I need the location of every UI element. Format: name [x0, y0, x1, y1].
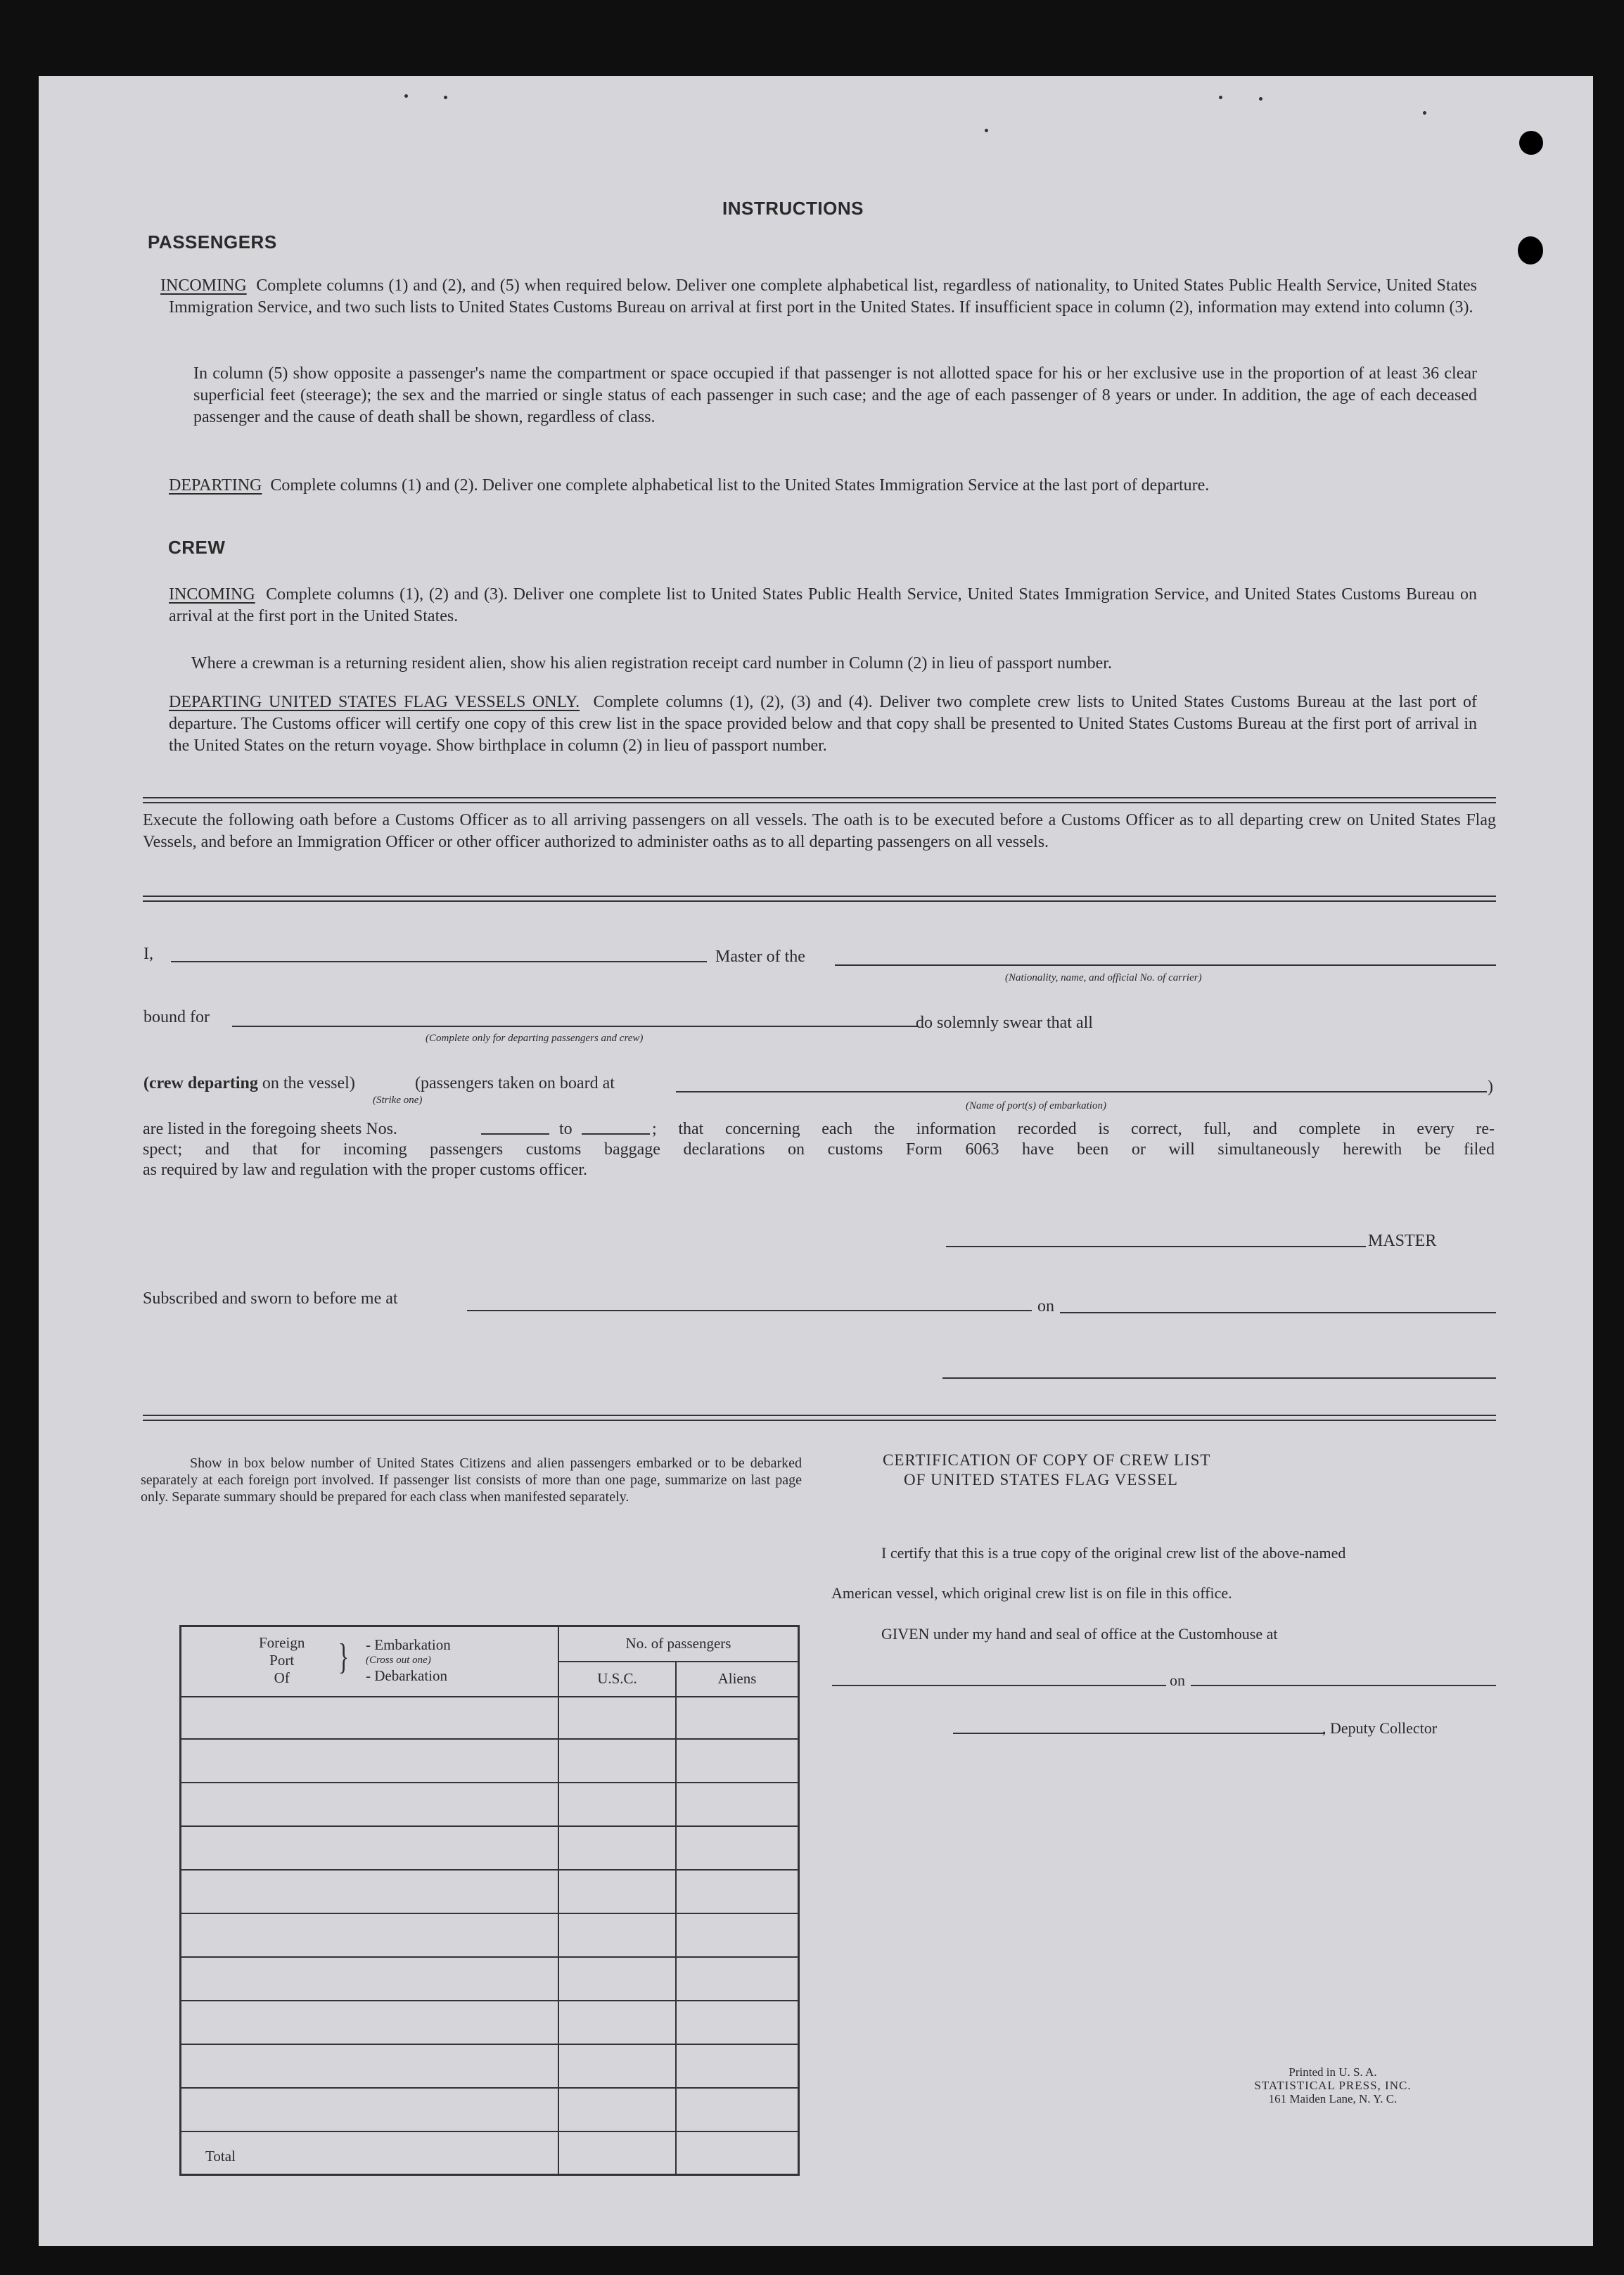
port-cell[interactable] — [181, 2088, 559, 2131]
usc-cell[interactable] — [558, 1783, 676, 1826]
usc-header: U.S.C. — [558, 1662, 676, 1697]
speck — [1219, 96, 1222, 99]
close-paren: ) — [1488, 1078, 1493, 1096]
speck — [404, 94, 408, 98]
no-passengers-header: No. of passengers — [558, 1626, 799, 1662]
port-cell[interactable] — [181, 2044, 559, 2088]
officer-signature-field[interactable] — [942, 1377, 1496, 1379]
table-row — [181, 1783, 799, 1826]
aliens-header: Aliens — [676, 1662, 799, 1697]
certification-title-1: CERTIFICATION OF COPY OF CREW LIST — [883, 1451, 1211, 1469]
table-row — [181, 2088, 799, 2131]
carrier-caption: (Nationality, name, and official No. of carrier) — [1005, 972, 1202, 983]
subscribed-label: Subscribed and sworn to before me at — [143, 1289, 398, 1308]
usc-cell[interactable] — [558, 1739, 676, 1783]
passenger-summary-table — [179, 1625, 800, 2176]
strike-caption: (Strike one) — [373, 1095, 423, 1106]
punch-hole — [1518, 236, 1543, 265]
form-page — [39, 76, 1593, 2246]
port-header — [181, 1626, 559, 1697]
total-label: Total — [181, 2131, 559, 2175]
speck — [1423, 111, 1426, 115]
sworn-date-field[interactable] — [1060, 1312, 1496, 1313]
master-signature-field[interactable] — [946, 1246, 1366, 1247]
usc-cell[interactable] — [558, 1826, 676, 1870]
crew-resident-paragraph — [191, 653, 1478, 675]
of-label: Of — [274, 1669, 290, 1686]
oath-intro: Execute the following oath before a Customs Officer as to all arriving passengers on all vessels. The oath is to be executed before a Customs Officer as to all departing crew on United States Flag Vessels, and before an Immigration Officer or other officer authorized to administer oaths as to all departing passengers on all vessels. — [143, 811, 1496, 851]
port-caption: (Name of port(s) of embarkation) — [966, 1100, 1106, 1111]
crew-incoming-text: Complete columns (1), (2) and (3). Deliver one complete list to United States Public Health Service, United States Immigration Service, and United States Customs Bureau on arrival at the first port in the United States. — [169, 585, 1478, 625]
page-title: INSTRUCTIONS — [722, 198, 864, 219]
crew-departing-paragraph — [169, 692, 1477, 757]
embarkation-option[interactable]: - Embarkation — [366, 1636, 451, 1653]
passengers-departing-text: Complete columns (1) and (2). Deliver one complete alphabetical list to the United States Immigration Service at the last port of departure. — [270, 476, 1210, 495]
crew-departing-option[interactable] — [143, 1072, 355, 1095]
port-cell[interactable] — [181, 1739, 559, 1783]
crew-heading: CREW — [168, 537, 226, 558]
port-cell[interactable] — [181, 2001, 559, 2044]
port-cell[interactable] — [181, 1870, 559, 1913]
speck — [1259, 97, 1262, 101]
master-of-label: Master of the — [715, 948, 805, 966]
table-row — [181, 2001, 799, 2044]
certify-line1: I certify that this is a true copy of the original crew list of the above-named — [881, 1544, 1346, 1562]
port-cell[interactable] — [181, 1826, 559, 1870]
deputy-signature-field[interactable] — [953, 1733, 1324, 1734]
sworn-place-field[interactable] — [467, 1310, 1032, 1311]
swear-label: do solemnly swear that all — [916, 1014, 1093, 1032]
passengers-column5-paragraph — [193, 363, 1477, 428]
divider — [143, 1415, 1496, 1421]
sheet-from-field[interactable] — [481, 1133, 549, 1135]
certification-title-2: OF UNITED STATES FLAG VESSEL — [904, 1471, 1178, 1489]
passengers-taken-label[interactable]: (passengers taken on board at — [415, 1074, 615, 1092]
cross-out-caption: (Cross out one) — [366, 1655, 431, 1666]
crew-incoming-label: INCOMING — [169, 585, 255, 604]
aliens-cell[interactable] — [676, 1826, 799, 1870]
port-cell[interactable] — [181, 1783, 559, 1826]
printer-line3: 161 Maiden Lane, N. Y. C. — [1268, 2092, 1398, 2105]
passengers-incoming-paragraph — [160, 275, 1478, 319]
table-row — [181, 1826, 799, 1870]
table-row — [181, 1870, 799, 1913]
bound-for-caption: (Complete only for departing passengers and crew) — [426, 1033, 644, 1044]
divider — [143, 797, 1496, 803]
punch-hole — [1519, 131, 1543, 155]
divider — [143, 896, 1496, 902]
sworn-on-label: on — [1037, 1297, 1054, 1315]
usc-cell[interactable] — [558, 1870, 676, 1913]
cert-date-field[interactable] — [1191, 1685, 1496, 1686]
aliens-cell[interactable] — [676, 1913, 799, 1957]
passengers-incoming-text: Complete columns (1) and (2), and (5) when required below. Deliver one complete alphabetical list, regardless of nationality, to United States Public Health Service, United States Immigration Service, and two such lists to United States Customs Bureau on arrival at first port in the United States. If insufficient space in column (2), information may extend into column (3). — [169, 276, 1478, 317]
crew-incoming-paragraph — [169, 584, 1477, 627]
usc-total-cell[interactable] — [558, 2131, 676, 2175]
sheet-to-field[interactable] — [582, 1133, 650, 1135]
certify-line2: American vessel, which original crew list is on file in this office. — [831, 1584, 1232, 1602]
listed-rest: ; that concerning each the information recorded is correct, full, and complete in every re- — [652, 1120, 1495, 1138]
passengers-incoming-label: INCOMING — [160, 276, 247, 295]
printer-line2: STATISTICAL PRESS, INC. — [1254, 2079, 1412, 2092]
crew-resident-text: Where a crewman is a returning resident alien, show his alien registration receipt card number in Column (2) in lieu of passport number. — [191, 654, 1112, 673]
printer-line1: Printed in U. S. A. — [1289, 2065, 1377, 2079]
passengers-departing-label: DEPARTING — [169, 476, 262, 495]
printer-imprint — [1234, 2065, 1431, 2105]
listed-prefix: are listed in the foregoing sheets Nos. — [143, 1120, 397, 1138]
oath-i-label: I, — [143, 945, 153, 963]
customhouse-field[interactable] — [832, 1685, 1166, 1686]
passengers-column5-text: In column (5) show opposite a passenger's name the compartment or space occupied if that passenger is not allotted space for his or her exclusive use in the proportion of at least 36 clear superficial feet (steerage); the sex and the married or single status of each passenger in such case; and the age of each passenger of 8 years or under. In addition, the age of each deceased passenger and the cause of death shall be shown, regardless of class. — [193, 364, 1477, 426]
speck — [985, 129, 988, 132]
master-name-field[interactable] — [171, 961, 707, 962]
passengers-departing-paragraph — [169, 475, 1477, 497]
carrier-field[interactable] — [835, 964, 1496, 966]
aliens-total-cell[interactable] — [676, 2131, 799, 2175]
table-row — [181, 1957, 799, 2001]
aliens-cell[interactable] — [676, 2088, 799, 2131]
given-label: GIVEN under my hand and seal of office at the Customhouse at — [881, 1625, 1278, 1643]
port-label: Port — [269, 1652, 295, 1669]
bound-for-label: bound for — [143, 1008, 210, 1026]
crew-departing-label: DEPARTING UNITED STATES FLAG VESSELS ONLY. — [169, 693, 580, 711]
usc-cell[interactable] — [558, 2088, 676, 2131]
aliens-cell[interactable] — [676, 1870, 799, 1913]
passengers-heading: PASSENGERS — [148, 231, 277, 253]
usc-cell[interactable] — [558, 2001, 676, 2044]
aliens-cell[interactable] — [676, 2001, 799, 2044]
table-row — [181, 1697, 799, 1739]
deputy-collector-label: , Deputy Collector — [1322, 1719, 1438, 1737]
aliens-cell[interactable] — [676, 1957, 799, 2001]
aliens-cell[interactable] — [676, 2044, 799, 2088]
usc-cell[interactable] — [558, 2044, 676, 2088]
table-row — [181, 1739, 799, 1783]
table-row — [181, 1913, 799, 1957]
listed-line3: as required by law and regulation with the proper customs officer. — [143, 1161, 588, 1179]
brace-icon: } — [338, 1637, 349, 1677]
crew-departing-text: Complete columns (1), (2), (3) and (4). Deliver two complete crew lists to United States Customs Bureau at the last port of departure. The Customs officer will certify one copy of this crew list in the space provided below and that copy shall be presented to United States Customs Bureau at the first port of arrival in the United States on the return voyage. Show birthplace in column (2) in lieu of passport number. — [169, 693, 1478, 755]
crew-departing-bold: (crew departing — [143, 1074, 258, 1092]
aliens-cell[interactable] — [676, 1739, 799, 1783]
port-cell[interactable] — [181, 1697, 559, 1739]
speck — [444, 96, 447, 99]
listed-line2: spect; and that for incoming passengers customs baggage declarations on customs Form 6063 have been or will simultaneously herewith be filed — [143, 1140, 1495, 1159]
debarkation-option[interactable]: - Debarkation — [366, 1667, 448, 1684]
port-cell[interactable] — [181, 1913, 559, 1957]
aliens-cell[interactable] — [676, 1697, 799, 1739]
master-label: MASTER — [1368, 1232, 1437, 1250]
usc-cell[interactable] — [558, 1957, 676, 2001]
foreign-label: Foreign — [259, 1634, 305, 1651]
aliens-cell[interactable] — [676, 1783, 799, 1826]
summary-intro: Show in box below number of United States Citizens and alien passengers embarked or to be debarked separately at each foreign port involved. If passenger list consists of more than one page, summarize on last page only. Separate summary should be prepared for each class when manifested separately. — [141, 1455, 802, 1505]
on-vessel-text: on the vessel) — [262, 1074, 355, 1092]
total-row — [181, 2131, 799, 2175]
usc-cell[interactable] — [558, 1913, 676, 1957]
port-cell[interactable] — [181, 1957, 559, 2001]
port-embarkation-field[interactable] — [676, 1091, 1487, 1092]
to-label: to — [559, 1120, 573, 1138]
usc-cell[interactable] — [558, 1697, 676, 1739]
table-row — [181, 2044, 799, 2088]
cert-on-label: on — [1170, 1671, 1185, 1689]
